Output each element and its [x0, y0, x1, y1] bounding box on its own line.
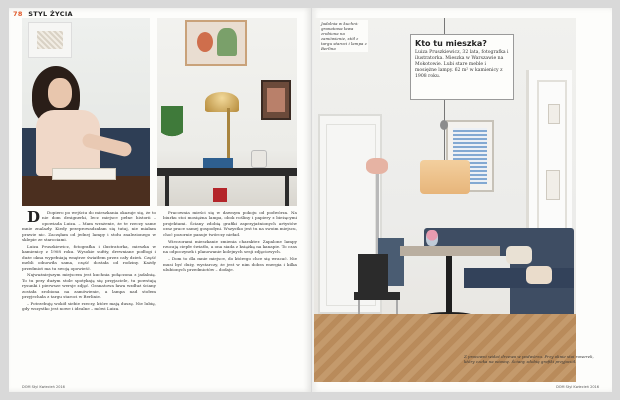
dining-table-top: [400, 246, 500, 256]
cushion: [526, 266, 552, 284]
brass-lamp-arm: [227, 108, 230, 164]
herringbone-floor: [314, 314, 576, 382]
paragraph: Pracownia mieści się w dawnym pokoju od podwórza. Na biurku stoi mosiężna lampa, obok rośliny i papiery z bieżącymi projektami. Ściany zdobią grafiki zaprzyjaźnionych artystów oraz prace samej gospodyni. Wszystko jest tu na swoim miejscu, choć pozornie panuje twórczy nieład.: [163, 210, 297, 237]
info-box: [410, 34, 514, 100]
info-box-title: Kto tu mieszka?: [415, 39, 487, 48]
section-title: STYL ŻYCIA: [28, 10, 73, 18]
blue-tray: [203, 158, 233, 168]
potted-plant: [161, 106, 183, 146]
floor-lamp-shade: [366, 158, 388, 174]
text-column-2: [163, 210, 297, 380]
page-folio: DOM Styl Kwiecień 2016: [556, 385, 599, 389]
right-page: [312, 8, 612, 392]
paragraph: Najważniejszym miejscem jest kuchnia połączona z jadalnią. To tu przy dużym stole spotykają się przyjaciele, tu powstają rysunki i pierwsze wersje zdjęć. Granatowa ława wzdłuż ściany została zrobiona na zamówienie, a lampa nad stołem przyjechała z targu staroci w Berlinie.: [22, 272, 156, 300]
dining-table-leg: [446, 256, 452, 314]
wall-sconce: [440, 120, 448, 130]
navy-bench-seat: [464, 268, 574, 288]
photo-dining-room: [314, 18, 576, 382]
woman-face: [48, 78, 72, 108]
article-columns: [22, 210, 297, 380]
small-frame: [546, 170, 560, 200]
paragraph: Luiza Pruszkiewicz, fotografka i ilustratorka, mieszka w kamienicy z 1908 roku. Wysokie sufity, drewniane podłogi i duże okna wypełniają wnętrze światłem przez cały dzień. Część mebli odnowiła sama, część dostała od rodziny. Każdy przedmiot ma tu swoją opowieść.: [22, 243, 156, 271]
drop-cap: D: [27, 210, 41, 226]
photo-caption: Jadalnia w kuchni: granatowa ława zrobiona na zamówienie, stół z targu staroci i lampa z Berlina: [321, 21, 367, 51]
info-box-body: Luiza Pruszkiewicz, 32 lata, fotografka i ilustratorka. Mieszka w Warszawie na Mokotowie. Lubi stare meble i mosiężne lampy. 62 m² w kamienicy z 1908 roku.: [415, 50, 509, 79]
cushion: [506, 246, 532, 264]
paragraph: – Potrzebuję wokół siebie rzeczy, które mają duszę. Nie lubię, gdy wszystko jest nowe i idealne – mówi Luiza.: [22, 301, 156, 312]
text-column-1: [22, 210, 156, 380]
desk-leg: [285, 176, 289, 206]
page-folio: DOM Styl Kwiecień 2016: [22, 385, 65, 389]
botanical-poster: [185, 20, 247, 66]
desk-leg: [165, 176, 169, 206]
red-box: [213, 188, 227, 202]
magazine-spread: [9, 8, 612, 392]
chair-back: [358, 254, 388, 294]
paragraph: D Dopiero po wejściu do mieszkania okazuje się, że to nie dom designerki, lecz miejsce pełne historii – opowiada Luiza. – Mam wrażenie, że te rzeczy same mnie znalazły. Kiedy przeprowadzałam się tutaj, nie miałam prawie nic. Zaczęłam od jednej lampy i stołu znalezionego w sklepie ze starociami.: [22, 210, 156, 243]
paragraph: Wieczorami mieszkanie zmienia charakter. Zapalone lampy rzucają ciepłe światło, a ona siada z książką na kanapie. To czas na odpoczynek i planowanie kolejnych sesji zdjęciowych.: [163, 238, 297, 255]
wooden-table: [22, 176, 150, 206]
small-frame: [548, 104, 560, 124]
photo-desk-lamp: [157, 18, 297, 206]
open-book: [52, 168, 116, 180]
framed-print: [261, 80, 291, 120]
photo-woman-reading: [22, 18, 150, 206]
section-header: [13, 10, 73, 18]
desk-vase: [251, 150, 267, 168]
brass-lamp-shade: [205, 92, 239, 112]
paragraph: – Dom to dla mnie miejsce, do którego chce się wracać. Nie musi być duży, wystarczy, że jest w nim dobra energia i kilka ulubionych przedmiotów – dodaje.: [163, 256, 297, 273]
chair-seat: [354, 292, 400, 300]
left-page: [9, 8, 311, 392]
flower-vase: [426, 230, 438, 246]
black-desk-top: [157, 168, 297, 176]
pendant-lamp: [420, 160, 470, 194]
wall-artwork: [28, 22, 72, 58]
bottom-caption: Z pracowni widać drzewa w podwórzu. Przy oknie stoi rowerek, który czeka na wiosnę. Ściany zdobią grafiki przyjaciół.: [464, 354, 594, 364]
page-number: 78: [13, 10, 23, 18]
